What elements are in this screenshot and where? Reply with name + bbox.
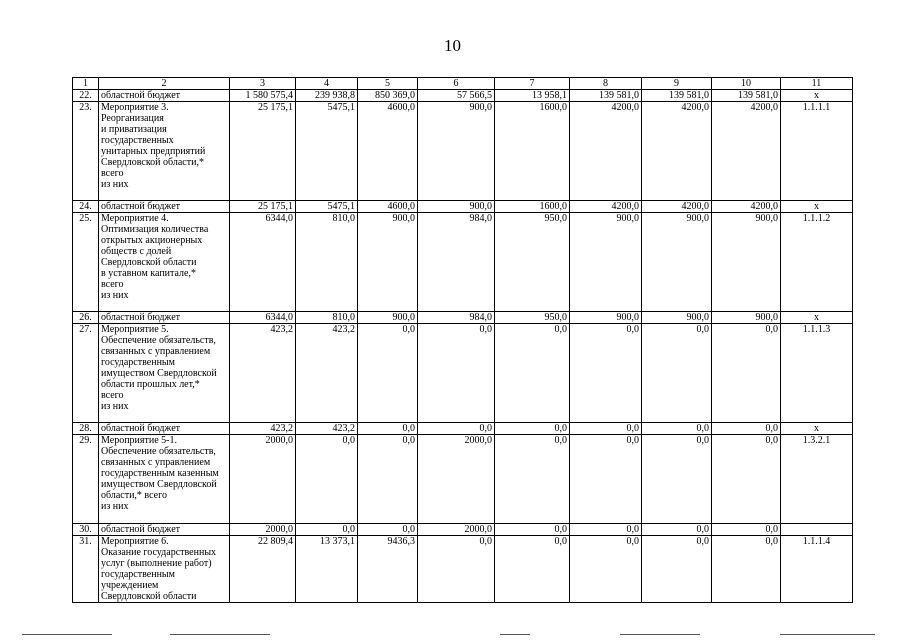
event-row: [73, 324, 853, 423]
value-cell: 0,0: [495, 435, 570, 524]
value-cell: 4200,0: [712, 201, 781, 213]
budget-row: [73, 312, 853, 324]
value-cell: 57 566,5: [418, 90, 495, 102]
value-cell: 950,0: [495, 213, 570, 312]
target-code-cell: x: [781, 312, 853, 324]
value-cell: 0,0: [712, 423, 781, 435]
value-cell: 4600,0: [358, 102, 418, 201]
value-cell: 2000,0: [230, 524, 296, 536]
value-cell: 2000,0: [230, 435, 296, 524]
value-cell: 0,0: [712, 435, 781, 524]
budget-row: [73, 90, 853, 102]
value-cell: 0,0: [570, 524, 642, 536]
target-code-cell: x: [781, 423, 853, 435]
value-cell: 423,2: [296, 324, 358, 423]
value-cell: 0,0: [642, 524, 712, 536]
scan-edge-line: [500, 634, 530, 635]
value-cell: 239 938,8: [296, 90, 358, 102]
target-code-cell: 1.1.1.4: [781, 536, 853, 603]
name-cell: Мероприятие 4. Оптимизация количества открытых акционерных обществ с долей Свердловской области в уставном капитале,* всего из них: [99, 213, 230, 312]
row-number-cell: 31.: [73, 536, 99, 603]
row-number-cell: 23.: [73, 102, 99, 201]
value-cell: 4200,0: [642, 102, 712, 201]
value-cell: 900,0: [712, 312, 781, 324]
value-cell: 900,0: [642, 213, 712, 312]
value-cell: 4200,0: [712, 102, 781, 201]
header-cell: 5: [358, 78, 418, 90]
value-cell: 0,0: [418, 324, 495, 423]
value-cell: 0,0: [358, 324, 418, 423]
value-cell: 900,0: [418, 102, 495, 201]
value-cell: 0,0: [712, 324, 781, 423]
value-cell: 2000,0: [418, 524, 495, 536]
value-cell: 900,0: [418, 201, 495, 213]
name-cell: Мероприятие 3. Реорганизация и приватизация государственных унитарных предприятий Свердловской области,* всего из них: [99, 102, 230, 201]
value-cell: 0,0: [418, 536, 495, 603]
value-cell: 0,0: [495, 536, 570, 603]
value-cell: 6344,0: [230, 312, 296, 324]
scan-edge-line: [620, 634, 700, 635]
value-cell: 423,2: [230, 423, 296, 435]
row-number-cell: 22.: [73, 90, 99, 102]
value-cell: 1 580 575,4: [230, 90, 296, 102]
value-cell: 4200,0: [570, 201, 642, 213]
value-cell: 0,0: [495, 423, 570, 435]
target-code-cell: x: [781, 201, 853, 213]
header-row: [73, 78, 853, 90]
header-cell: 2: [99, 78, 230, 90]
value-cell: 13 373,1: [296, 536, 358, 603]
value-cell: 4200,0: [570, 102, 642, 201]
value-cell: 13 958,1: [495, 90, 570, 102]
value-cell: 423,2: [230, 324, 296, 423]
value-cell: 0,0: [296, 524, 358, 536]
value-cell: 900,0: [358, 213, 418, 312]
value-cell: 810,0: [296, 312, 358, 324]
value-cell: 984,0: [418, 213, 495, 312]
value-cell: 139 581,0: [712, 90, 781, 102]
event-row: [73, 102, 853, 201]
scan-edge-line: [170, 634, 270, 635]
value-cell: 0,0: [642, 324, 712, 423]
value-cell: 2000,0: [418, 435, 495, 524]
value-cell: 0,0: [418, 423, 495, 435]
value-cell: 900,0: [712, 213, 781, 312]
value-cell: 9436,3: [358, 536, 418, 603]
target-code-cell: 1.3.2.1: [781, 435, 853, 524]
value-cell: 900,0: [570, 312, 642, 324]
value-cell: 0,0: [495, 524, 570, 536]
scan-edge-line: [780, 634, 875, 635]
name-cell: Мероприятие 5-1. Обеспечение обязательств, связанных с управлением государственным казенным имуществом Свердловской области,* всего из них: [99, 435, 230, 524]
row-number-cell: 26.: [73, 312, 99, 324]
header-cell: 3: [230, 78, 296, 90]
target-code-cell: 1.1.1.1: [781, 102, 853, 201]
event-row: [73, 536, 853, 603]
scan-edge-line: [22, 634, 112, 635]
value-cell: 4600,0: [358, 201, 418, 213]
value-cell: 1600,0: [495, 201, 570, 213]
value-cell: 0,0: [358, 423, 418, 435]
header-cell: 6: [418, 78, 495, 90]
row-number-cell: 30.: [73, 524, 99, 536]
name-cell: областной бюджет: [99, 90, 230, 102]
target-code-cell: 1.1.1.2: [781, 213, 853, 312]
value-cell: 6344,0: [230, 213, 296, 312]
value-cell: 0,0: [570, 324, 642, 423]
budget-row: [73, 524, 853, 536]
value-cell: 900,0: [570, 213, 642, 312]
value-cell: 1600,0: [495, 102, 570, 201]
value-cell: 0,0: [712, 536, 781, 603]
row-number-cell: 25.: [73, 213, 99, 312]
value-cell: 0,0: [296, 435, 358, 524]
value-cell: 5475,1: [296, 102, 358, 201]
header-cell: 4: [296, 78, 358, 90]
row-number-cell: 27.: [73, 324, 99, 423]
name-cell: областной бюджет: [99, 312, 230, 324]
value-cell: 900,0: [358, 312, 418, 324]
value-cell: 810,0: [296, 213, 358, 312]
value-cell: 0,0: [712, 524, 781, 536]
value-cell: 0,0: [570, 536, 642, 603]
value-cell: 22 809,4: [230, 536, 296, 603]
budget-row: [73, 201, 853, 213]
value-cell: 139 581,0: [570, 90, 642, 102]
event-row: [73, 213, 853, 312]
target-code-cell: [781, 524, 853, 536]
row-number-cell: 24.: [73, 201, 99, 213]
value-cell: 139 581,0: [642, 90, 712, 102]
value-cell: 423,2: [296, 423, 358, 435]
header-cell: 9: [642, 78, 712, 90]
name-cell: областной бюджет: [99, 423, 230, 435]
event-row: [73, 435, 853, 524]
row-number-cell: 29.: [73, 435, 99, 524]
name-cell: областной бюджет: [99, 524, 230, 536]
value-cell: 950,0: [495, 312, 570, 324]
target-code-cell: x: [781, 90, 853, 102]
value-cell: 0,0: [495, 324, 570, 423]
header-cell: 7: [495, 78, 570, 90]
value-cell: 984,0: [418, 312, 495, 324]
budget-row: [73, 423, 853, 435]
value-cell: 0,0: [358, 435, 418, 524]
name-cell: Мероприятие 5. Обеспечение обязательств, связанных с управлением государственным имуществом Свердловской области прошлых лет,* всего из них: [99, 324, 230, 423]
budget-table: [72, 77, 853, 603]
name-cell: областной бюджет: [99, 201, 230, 213]
header-cell: 10: [712, 78, 781, 90]
row-number-cell: 28.: [73, 423, 99, 435]
name-cell: Мероприятие 6. Оказание государственных услуг (выполнение работ) государственным учреждением Свердловской области: [99, 536, 230, 603]
value-cell: 4200,0: [642, 201, 712, 213]
header-cell: 8: [570, 78, 642, 90]
value-cell: 25 175,1: [230, 201, 296, 213]
value-cell: 0,0: [570, 423, 642, 435]
value-cell: 0,0: [570, 435, 642, 524]
value-cell: 0,0: [642, 435, 712, 524]
value-cell: 0,0: [358, 524, 418, 536]
page-number: 10: [444, 36, 461, 55]
value-cell: 0,0: [642, 423, 712, 435]
target-code-cell: 1.1.1.3: [781, 324, 853, 423]
value-cell: 25 175,1: [230, 102, 296, 201]
value-cell: 5475,1: [296, 201, 358, 213]
value-cell: 900,0: [642, 312, 712, 324]
value-cell: 0,0: [642, 536, 712, 603]
value-cell: 850 369,0: [358, 90, 418, 102]
header-cell: 11: [781, 78, 853, 90]
header-cell: 1: [73, 78, 99, 90]
